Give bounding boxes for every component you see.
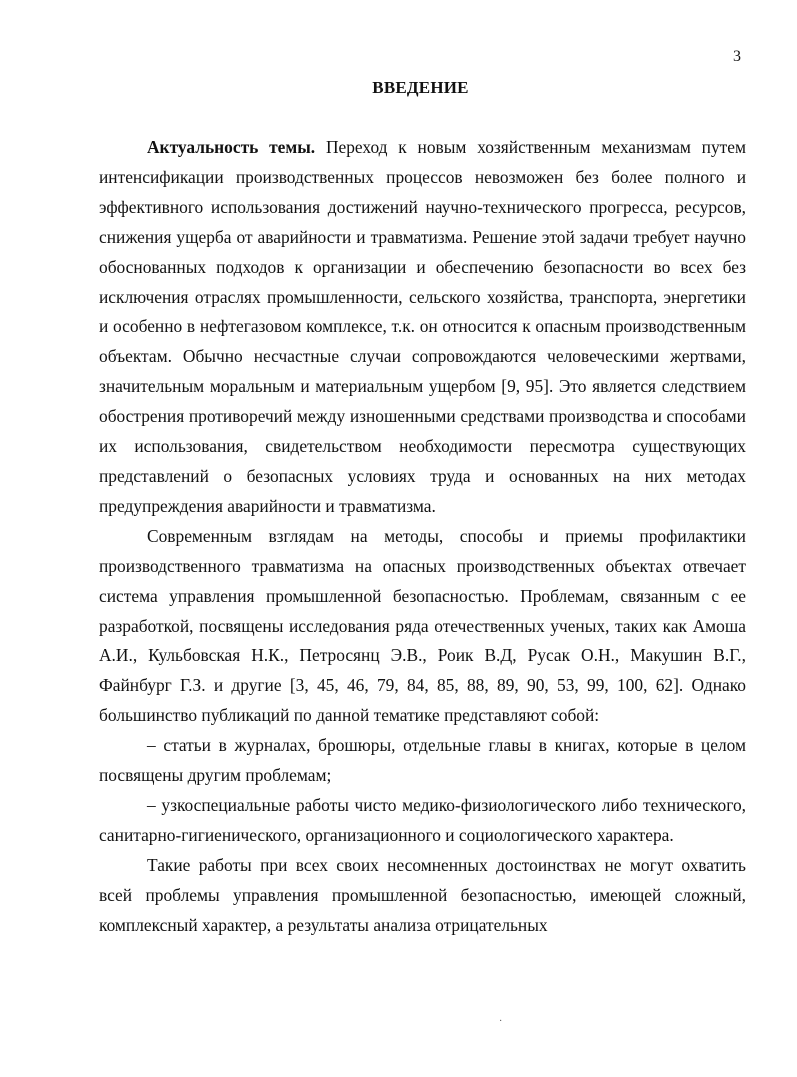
paragraph-relevance bbox=[99, 133, 746, 522]
page-title: ВВЕДЕНИЕ bbox=[372, 78, 469, 97]
list-item: – узкоспециальные работы чисто медико-физиологического либо технического, санитарно-гигиенического, организационного и социологического характера. bbox=[99, 794, 746, 845]
paragraph-text: Переход к новым хозяйственным механизмам путем интенсификации производственных процессов невозможен без более полного и эффективного использования достижений научно-технического прогресса, ресурсов, снижения ущерба от аварийности и травматизма. Решение этой задачи требует научно обоснованных подходов к организации и обеспечению безопасности во всех без исключения отраслях промышленности, сельского хозяйства, транспорта, энергетики и особенно в нефтегазовом комплексе, т.к. он относится к опасным производственным объектам. Обычно несчастные случаи сопровождаются человеческими жертвами, значительным моральным и материальным ущербом [9, 95]. Это является следствием обострения противоречий между изношенными средствами производства и способами их использования, свидетельством необходимости пересмотра существующих представлений о безопасных условиях труда и основанных на них методах предупреждения аварийности и травматизма. bbox=[99, 137, 746, 516]
scan-mark: · bbox=[499, 1016, 503, 1027]
document-body bbox=[99, 133, 746, 940]
list-item: – статьи в журналах, брошюры, отдельные главы в книгах, которые в целом посвящены другим проблемам; bbox=[99, 735, 746, 786]
page-number: 3 bbox=[733, 48, 741, 65]
paragraph-research: Современным взглядам на методы, способы и приемы профилактики производственного травматизма на опасных производственных объектах отвечает система управления промышленной безопасностью. Проблемам, связанным с ее разработкой, посвящены исследования ряда отечественных ученых, таких как Амоша А.И., Кульбовская Н.К., Петросянц Э.В., Роик В.Д, Русак О.Н., Макушин В.Г., Файнбург Г.З. и другие [3, 45, 46, 79, 84, 85, 88, 89, 90, 53, 99, 100, 62]. Однако большинство публикаций по данной тематике представляют собой: bbox=[99, 525, 746, 726]
paragraph-lead: Актуальность темы. bbox=[147, 137, 316, 157]
paragraph-closing: Такие работы при всех своих несомненных достоинствах не могут охватить всей проблемы управления промышленной безопасностью, имеющей сложный, комплексный характер, а результаты анализа отрицательных bbox=[99, 854, 746, 935]
